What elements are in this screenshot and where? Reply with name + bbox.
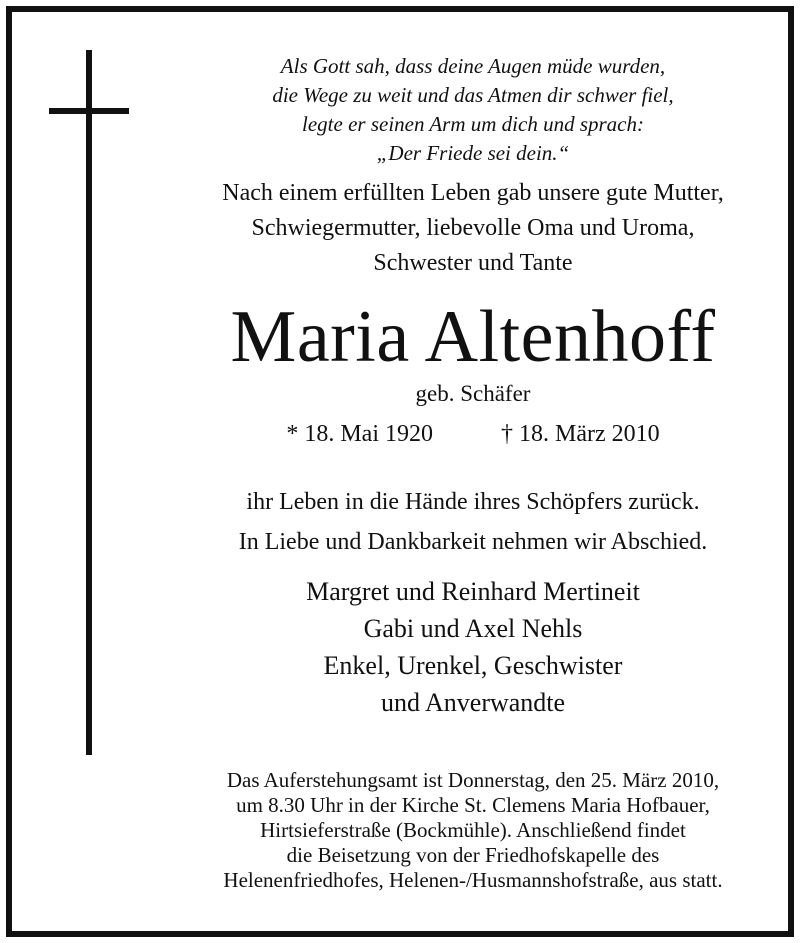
poem-line: die Wege zu weit und das Atmen dir schwer fiel, <box>272 83 674 107</box>
poem-line: legte er seinen Arm um dich und sprach: <box>302 112 644 136</box>
mourner-line: Margret und Reinhard Mertineit <box>306 577 640 606</box>
return-text: ihr Leben in die Hände ihres Schöpfers zurück. <box>246 489 700 515</box>
service-line: um 8.30 Uhr in der Kirche St. Clemens Maria Hofbauer, <box>236 793 710 817</box>
service-notice <box>158 768 788 893</box>
life-dates <box>158 417 788 451</box>
obituary-frame <box>6 6 794 937</box>
service-line: Das Auferstehungsamt ist Donnerstag, den 25. März 2010, <box>226 768 720 792</box>
cross-icon <box>86 50 92 755</box>
maiden-name: geb. Schäfer <box>415 381 531 406</box>
intro-line: Nach einem erfüllten Leben gab unsere gute Mutter, <box>222 180 724 206</box>
mourners <box>158 573 788 721</box>
death-dagger-icon: † <box>501 421 514 447</box>
mourner-line: und Anverwandte <box>380 688 566 717</box>
deceased-name: Maria Altenhoff <box>230 296 716 378</box>
obituary-content <box>158 52 788 721</box>
poem-line: „Der Friede sei dein.“ <box>376 141 570 165</box>
intro-text <box>158 176 788 281</box>
mourner-line: Enkel, Urenkel, Geschwister <box>323 651 623 680</box>
service-line: Helenenfriedhofes, Helenen-/Husmannshofstraße, aus statt. <box>223 868 723 892</box>
cross-icon-bar <box>49 108 129 114</box>
death <box>501 421 660 447</box>
intro-line: Schwester und Tante <box>373 250 573 276</box>
service-line: Hirtsieferstraße (Bockmühle). Anschließend findet <box>260 818 686 842</box>
intro-line: Schwiegermutter, liebevolle Oma und Uroma, <box>251 215 695 241</box>
birth-date: 18. Mai 1920 <box>304 421 434 447</box>
mourner-line: Gabi und Axel Nehls <box>363 614 583 643</box>
death-date: 18. März 2010 <box>519 421 660 447</box>
poem <box>158 52 788 168</box>
birth <box>286 421 439 447</box>
farewell-text: In Liebe und Dankbarkeit nehmen wir Abschied. <box>238 529 708 555</box>
service-line: die Beisetzung von der Friedhofskapelle des <box>286 843 660 867</box>
birth-star-icon: * <box>286 421 299 447</box>
poem-line: Als Gott sah, dass deine Augen müde wurden, <box>280 54 666 78</box>
